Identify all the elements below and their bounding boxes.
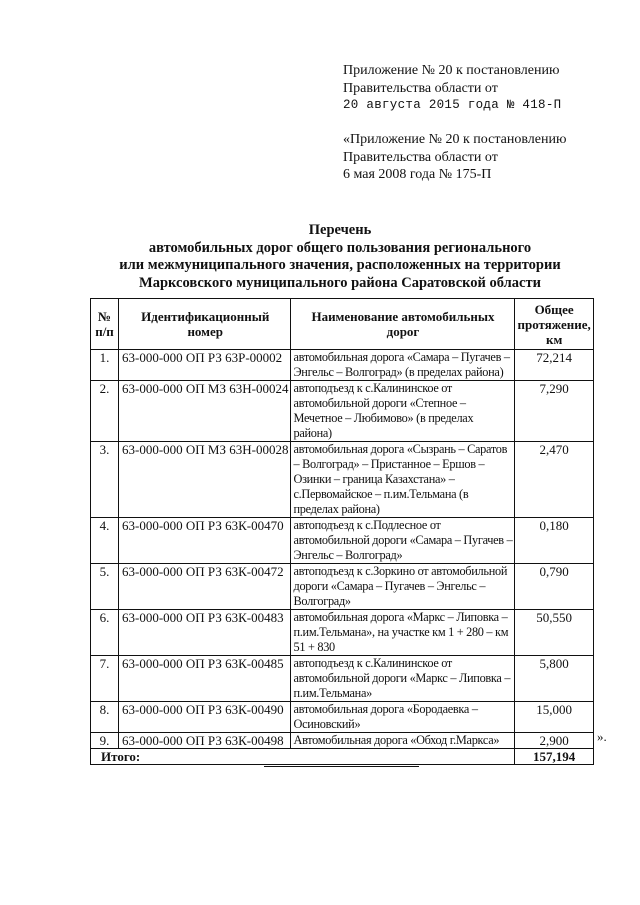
- header-length: Общее протяжение, км: [515, 299, 593, 350]
- row-num: 7.: [91, 656, 119, 702]
- table-row: [91, 518, 594, 564]
- row-length: 0,180: [515, 518, 593, 564]
- row-num: 5.: [91, 564, 119, 610]
- table-row: [91, 733, 594, 749]
- roads-table: [90, 298, 594, 765]
- row-name: автомобильная дорога «Бородаевка – Осиновский»: [291, 702, 515, 733]
- document-title: [70, 222, 610, 292]
- row-num: 8.: [91, 702, 119, 733]
- row-id: 63-000-000 ОП РЗ 63К-00483: [119, 610, 291, 656]
- table-row: [91, 564, 594, 610]
- row-id: 63-000-000 ОП РЗ 63К-00472: [119, 564, 291, 610]
- row-length: 7,290: [515, 381, 593, 442]
- header2-line-1: «Приложение № 20 к постановлению: [343, 132, 567, 147]
- row-length: 72,214: [515, 350, 593, 381]
- row-id: 63-000-000 ОП МЗ 63Н-00028: [119, 442, 291, 518]
- original-appendix-header: [343, 131, 566, 184]
- table-row: [91, 702, 594, 733]
- closing-quote: ».: [597, 729, 607, 744]
- row-length: 50,550: [515, 610, 593, 656]
- table-row: [91, 610, 594, 656]
- row-length: 2,470: [515, 442, 593, 518]
- row-id: 63-000-000 ОП РЗ 63Р-00002: [119, 350, 291, 381]
- header-line-2: Правительства области от: [343, 80, 498, 96]
- total-row: [91, 749, 594, 765]
- row-name: автомобильная дорога «Самара – Пугачев – Энгельс – Волгоград» (в пределах района): [291, 350, 515, 381]
- row-id: 63-000-000 ОП РЗ 63К-00490: [119, 702, 291, 733]
- header2-line-3: 6 мая 2008 года № 175-П: [343, 167, 492, 182]
- table-header-row: [91, 299, 594, 350]
- table-body: [91, 350, 594, 765]
- table-row: [91, 350, 594, 381]
- total-value: 157,194: [515, 749, 593, 765]
- row-num: 1.: [91, 350, 119, 381]
- table-row: [91, 656, 594, 702]
- header-line-1: Приложение № 20 к постановлению: [343, 63, 560, 78]
- row-id: 63-000-000 ОП РЗ 63К-00470: [119, 518, 291, 564]
- table-row: [91, 442, 594, 518]
- row-name: автоподъезд к с.Подлесное от автомобильной дороги «Самара – Пугачев – Энгельс – Волгоград»: [291, 518, 515, 564]
- row-num: 9.: [91, 733, 119, 749]
- header2-line-2: Правительства области от: [343, 149, 498, 165]
- title-line-4: Марксовского муниципального района Саратовской области: [139, 274, 541, 291]
- row-num: 4.: [91, 518, 119, 564]
- row-length: 0,790: [515, 564, 593, 610]
- header-id: Идентификационный номер: [119, 299, 291, 350]
- row-id: 63-000-000 ОП МЗ 63Н-00024: [119, 381, 291, 442]
- row-num: 2.: [91, 381, 119, 442]
- row-name: автомобильная дорога «Маркс – Липовка – п.им.Тельмана», на участке км 1 + 280 – км 51 + 830: [291, 610, 515, 656]
- total-label: Итого:: [91, 749, 515, 765]
- title-line-1: Перечень: [308, 222, 372, 238]
- header-num: № п/п: [91, 299, 119, 350]
- row-name: автоподъезд к с.Калининское от автомобильной дороги «Маркс – Липовка – п.им.Тельмана»: [291, 656, 515, 702]
- row-num: 6.: [91, 610, 119, 656]
- row-length: 2,900: [515, 733, 593, 749]
- title-line-3: или межмуниципального значения, расположенных на территории: [119, 257, 561, 273]
- row-id: 63-000-000 ОП РЗ 63К-00498: [119, 733, 291, 749]
- header-name: Наименование автомобильных дорог: [291, 299, 515, 350]
- row-id: 63-000-000 ОП РЗ 63К-00485: [119, 656, 291, 702]
- row-name: автоподъезд к с.Зоркино от автомобильной дороги «Самара – Пугачев – Энгельс – Волгоград»: [291, 564, 515, 610]
- table-row: [91, 381, 594, 442]
- header-line-3: 20 августа 2015 года № 418-П: [343, 98, 562, 112]
- row-length: 15,000: [515, 702, 593, 733]
- divider-line: [264, 766, 419, 767]
- row-name: автомобильная дорога «Сызрань – Саратов – Волгоград» – Пристанное – Ершов – Озинки – граница Казахстана» – с.Первомайское – п.им.Тельмана (в пределах района): [291, 442, 515, 518]
- approval-header: [343, 62, 561, 115]
- row-name: Автомобильная дорога «Обход г.Маркса»: [291, 733, 515, 749]
- row-num: 3.: [91, 442, 119, 518]
- row-length: 5,800: [515, 656, 593, 702]
- row-name: автоподъезд к с.Калининское от автомобильной дороги «Степное – Мечетное – Любимово» (в пределах района): [291, 381, 515, 442]
- title-line-2: автомобильных дорог общего пользования регионального: [148, 239, 532, 256]
